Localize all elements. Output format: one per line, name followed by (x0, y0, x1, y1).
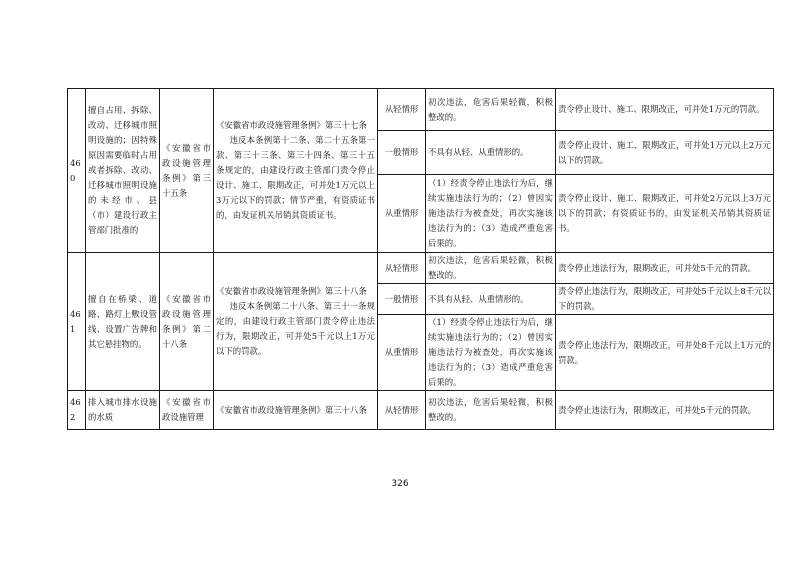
applicable-condition: 不具有从轻、从重情形的。 (426, 284, 556, 315)
penalty-standard: 责令停止设计、施工、限期改正，可并处1万元的罚款。 (556, 89, 774, 131)
legal-basis: 《安徽省市政设施管理 (160, 391, 214, 430)
applicable-condition: （1）经责令停止违法行为后，继续实施违法行为的；（2）曾因实施违法行为被查处，再次实施该违法行为的；（3）造成严重危害后果的。 (426, 175, 556, 253)
applicable-condition: （1）经责令停止违法行为后，继续实施违法行为的；（2）曾因实施违法行为被查处，再次实施该违法行为的；（3）造成严重危害后果的。 (426, 315, 556, 391)
penalty-standard: 责令停止设计、施工、限期改正，可并处2万元以上3万元以下的罚款；有资质证书的，由发证机关吊销其资质证书。 (556, 175, 774, 253)
discretion-level: 从轻情形 (378, 89, 426, 131)
applicable-condition: 初次违法，危害后果轻微，积极整改的。 (426, 391, 556, 430)
discretion-level: 从轻情形 (378, 253, 426, 284)
provision-text: 违反本条例第二十八条、第三十一条规定的，由建设行政主管部门责令停止违法行为，限期改正，可并处5千元以上1万元以下的罚款。 (216, 301, 375, 356)
applicable-condition: 初次违法，危害后果轻微，积极整改的。 (426, 253, 556, 284)
table-row (68, 391, 774, 430)
table-row (68, 253, 774, 284)
penalty-provision (214, 89, 378, 253)
discretion-level: 从重情形 (378, 315, 426, 391)
discretion-level: 一般情形 (378, 284, 426, 315)
violation-description: 擅自在桥梁、道路、路灯上敷设管线、设置广告牌和其它悬挂物的。 (86, 253, 160, 391)
provision-title: 《安徽省市政设施管理条例》第三十七条 (216, 120, 367, 130)
discretion-level: 从重情形 (378, 175, 426, 253)
discretion-level: 一般情形 (378, 131, 426, 175)
penalty-standard: 责令停止违法行为，限期改正，可并处5千元以上8千元以下的罚款。 (556, 284, 774, 315)
table-row (68, 89, 774, 131)
provision-title: 《安徽省市政设施管理条例》第三十八条 (216, 404, 367, 415)
penalty-provision (214, 391, 378, 430)
penalty-provision (214, 253, 378, 391)
violation-description: 擅自占用、拆除、改动、迁移城市照明设施的；因特殊原因需要临时占用或者拆除、改动、迁移城市照明设施的未经市、县（市）建设行政主管部门批准的 (86, 89, 160, 253)
penalty-standard: 责令停止违法行为，限期改正，可并处5千元的罚款。 (556, 253, 774, 284)
provision-text: 违反本条例第十二条、第二十五条第一款、第三十三条、第三十四条、第三十五条规定的，由建设行政主管部门责令停止设计、施工、限期改正，可并处1万元以上3万元以下的罚款；情节严重，有资质证书的，由发证机关吊销其资质证书。 (216, 135, 375, 220)
applicable-condition: 不具有从轻、从重情形的。 (426, 131, 556, 175)
item-number: 462 (68, 391, 86, 430)
penalty-standards-table (67, 88, 774, 430)
page-number: 326 (391, 479, 409, 489)
applicable-condition: 初次违法，危害后果轻微，积极整改的。 (426, 89, 556, 131)
item-number: 460 (68, 89, 86, 253)
legal-basis: 《安徽省市政设施管理条例》第三十五条 (160, 89, 214, 253)
penalty-standard: 责令停止违法行为，限期改正，可并处5千元的罚款。 (556, 391, 774, 430)
penalty-standard: 责令停止违法行为，限期改正，可并处8千元以上1万元的罚款。 (556, 315, 774, 391)
penalty-standard: 责令停止设计、施工、限期改正，可并处1万元以上2万元以下的罚款。 (556, 131, 774, 175)
legal-basis: 《安徽省市政设施管理条例》第二十八条 (160, 253, 214, 391)
item-number: 461 (68, 253, 86, 391)
provision-title: 《安徽省市政设施管理条例》第三十八条 (216, 286, 367, 296)
violation-description: 排入城市排水设施的水质 (86, 391, 160, 430)
discretion-level: 从轻情形 (378, 391, 426, 430)
